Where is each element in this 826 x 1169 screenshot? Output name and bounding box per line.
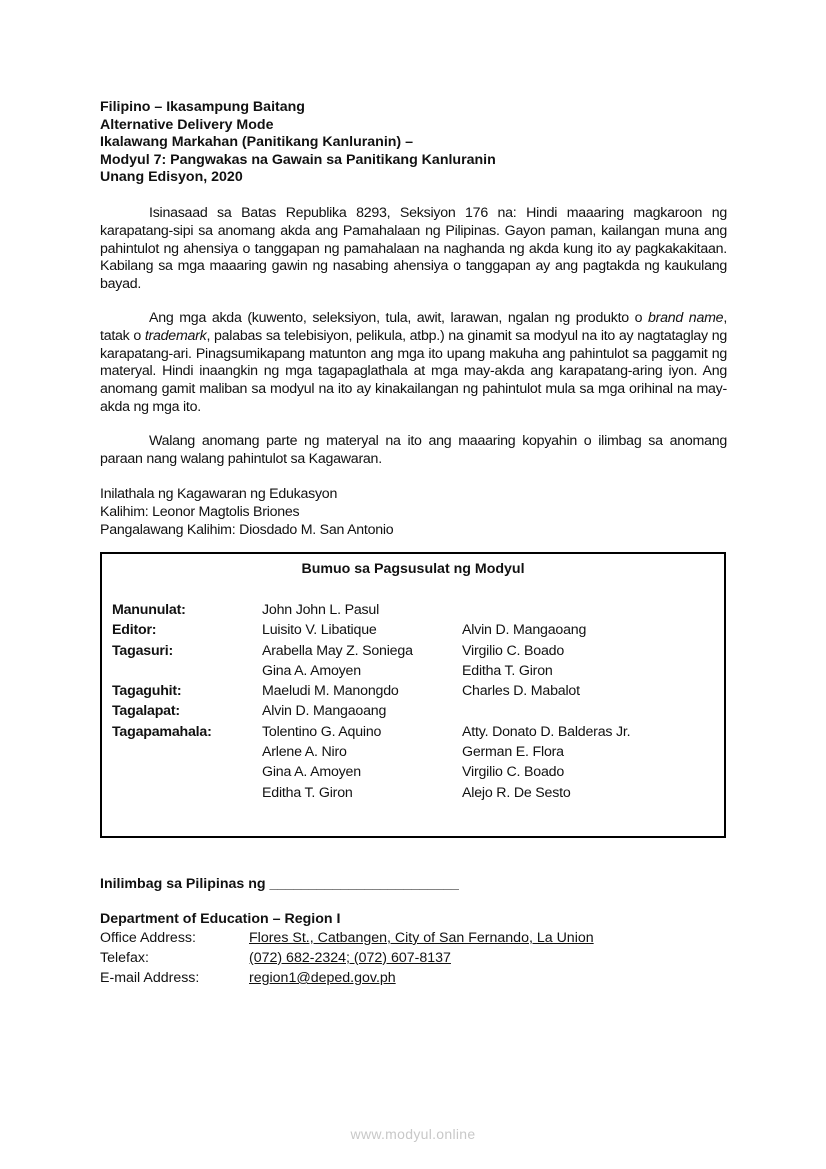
trademark-paragraph bbox=[100, 310, 727, 417]
module-header bbox=[100, 99, 740, 187]
secretary-line: Kalihim: Leonor Magtolis Briones bbox=[100, 503, 300, 520]
credit-name: Alvin D. Mangaoang bbox=[462, 622, 587, 639]
publisher-info bbox=[100, 486, 600, 539]
credit-name: Virgilio C. Boado bbox=[462, 642, 565, 659]
header-line-quarter: Ikalawang Markahan (Panitikang Kanluranin) – bbox=[100, 134, 413, 151]
contact-row-address bbox=[100, 928, 594, 948]
contact-label: Office Address: bbox=[100, 930, 196, 946]
credit-name: Alejo R. De Sesto bbox=[462, 784, 571, 801]
trademark-text-3: , palabas sa telebisiyon, pelikula, atbp.) na ginamit sa modyul na ito ay nagtataglay ng karapatang-ari. Pinagsumikapang matunton ang mga ito upang makuha ang pahintulot sa paggamit ng materyal. Hindi inaangkin ng mga tagapaglathala at mga may-akda ang karapatang-aring iyon. Ang anomang gamit maliban sa modyul na ito ay kinakailangan ng pahintulot mula sa mga orihinal na may-akda ng mga ito. bbox=[100, 327, 727, 415]
trademark-text-1: Ang mga akda (kuwento, seleksiyon, tula, awit, larawan, ngalan ng produkto o bbox=[149, 310, 649, 326]
deped-region-info bbox=[100, 910, 594, 988]
credit-name: Editha T. Giron bbox=[462, 662, 553, 679]
contact-row-telefax bbox=[100, 948, 451, 968]
trademark-term: trademark bbox=[144, 327, 207, 344]
credit-role: Tagalapat: bbox=[112, 703, 180, 720]
credit-name: German E. Flora bbox=[462, 744, 564, 761]
contact-row-email bbox=[100, 968, 396, 988]
copyright-paragraph bbox=[100, 205, 727, 294]
header-line-mode: Alternative Delivery Mode bbox=[100, 116, 274, 133]
credits-title: Bumuo sa Pagsusulat ng Modyul bbox=[301, 561, 525, 577]
contact-label: Telefax: bbox=[100, 950, 149, 966]
credit-name: Charles D. Mabalot bbox=[462, 683, 580, 700]
credit-role: Tagapamahala: bbox=[112, 723, 212, 740]
credit-name: Maeludi M. Manongdo bbox=[262, 683, 399, 700]
credit-name: Atty. Donato D. Balderas Jr. bbox=[462, 723, 631, 740]
reproduction-paragraph bbox=[100, 433, 727, 469]
credit-role: Tagasuri: bbox=[112, 642, 174, 659]
header-line-edition: Unang Edisyon, 2020 bbox=[100, 169, 243, 186]
credit-name: Alvin D. Mangaoang bbox=[262, 703, 387, 720]
copyright-text: Isinasaad sa Batas Republika 8293, Seksiyon 176 na: Hindi maaaring magkaroon ng karapatang-sipi sa anomang akda ang Pamahalaan ng Pilipinas. Gayon paman, kailangan muna ang pahintulot ng ahensiya o tanggapan ng pamahalaan na naghanda ng akda kung ito ay pagkakakitaan. Kabilang sa mga maaaring gawin ng nasabing ahensiya o tanggapan ay ang pagtakda ng kaukulang bayad. bbox=[100, 205, 727, 293]
credit-role: Manunulat: bbox=[112, 602, 186, 618]
credits-box bbox=[100, 552, 726, 838]
header-line-subject: Filipino – Ikasampung Baitang bbox=[100, 99, 305, 115]
header-line-module: Modyul 7: Pangwakas na Gawain sa Panitikang Kanluranin bbox=[100, 151, 496, 168]
brand-name-term: brand name bbox=[648, 310, 724, 326]
telefax-link[interactable]: (072) 682-2324; (072) 607-8137 bbox=[249, 950, 451, 966]
printed-in-line: Inilimbag sa Pilipinas ng ________________________ bbox=[100, 876, 459, 892]
credit-name: Arabella May Z. Soniega bbox=[262, 642, 413, 659]
credit-role: Editor: bbox=[112, 622, 157, 639]
publisher-line: Inilathala ng Kagawaran ng Edukasyon bbox=[100, 486, 338, 502]
credit-name: Tolentino G. Aquino bbox=[262, 723, 382, 740]
contact-label: E-mail Address: bbox=[100, 970, 200, 986]
reproduction-text: Walang anomang parte ng materyal na ito ang maaaring kopyahin o ilimbag sa anomang paraan nang walang pahintulot sa Kagawaran. bbox=[100, 433, 727, 467]
credit-role: Tagaguhit: bbox=[112, 683, 182, 700]
credit-name: Gina A. Amoyen bbox=[262, 662, 361, 679]
trademark-text-2: , tatak o bbox=[100, 310, 728, 344]
deped-region-title: Department of Education – Region I bbox=[100, 911, 341, 927]
credit-name: Arlene A. Niro bbox=[262, 744, 347, 761]
watermark: www.modyul.online bbox=[350, 1126, 476, 1142]
email-link[interactable]: region1@deped.gov.ph bbox=[249, 970, 396, 986]
credit-name: Virgilio C. Boado bbox=[462, 764, 565, 781]
credit-name: Gina A. Amoyen bbox=[262, 764, 361, 781]
undersecretary-line: Pangalawang Kalihim: Diosdado M. San Antonio bbox=[100, 521, 394, 538]
credit-name: Editha T. Giron bbox=[262, 784, 353, 801]
credit-name: Luisito V. Libatique bbox=[262, 622, 377, 639]
credit-name: John John L. Pasul bbox=[262, 602, 380, 618]
office-address-link[interactable]: Flores St., Catbangen, City of San Fernando, La Union bbox=[249, 930, 594, 946]
